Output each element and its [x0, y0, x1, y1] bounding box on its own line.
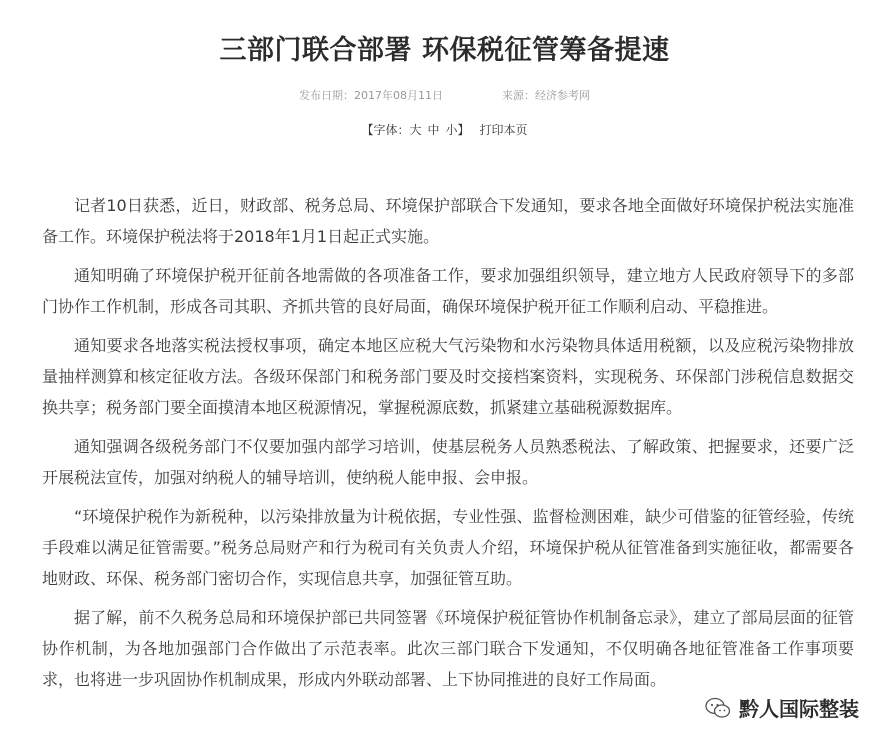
font-size-bar — [0, 121, 889, 138]
font-bar-suffix: 】 — [457, 123, 470, 137]
font-large-link[interactable]: 大 — [409, 123, 422, 137]
article-paragraph: 通知明确了环境保护税开征前各地需做的各项准备工作，要求加强组织领导，建立地方人民政府领导下的多部门协作工作机制，形成各司其职、齐抓共管的良好局面，确保环境保护税开征工作顺利启动、平稳推进。 — [42, 266, 854, 316]
article-paragraph: 据了解，前不久税务总局和环境保护部已共同签署《环境保护税征管协作机制备忘录》，建立了部局层面的征管协作机制，为各地加强部门合作做出了示范表率。此次三部门联合下发通知，不仅明确各地征管准备工作事项要求，也将进一步巩固协作机制成果，形成内外联动部署、上下协同推进的良好工作局面。 — [42, 608, 854, 689]
publish-date: 发布日期：2017年08月11日 — [299, 89, 443, 102]
watermark-text: 黔人国际整装 — [739, 697, 859, 721]
article-paragraph: 通知强调各级税务部门不仅要加强内部学习培训，使基层税务人员熟悉税法、了解政策、把握要求，还要广泛开展税法宣传，加强对纳税人的辅导培训，使纳税人能申报、会申报。 — [42, 437, 854, 487]
wechat-icon — [705, 697, 731, 719]
page-title: 三部门联合部署 环保税征管筹备提速 — [219, 35, 670, 66]
article-paragraph: 通知要求各地落实税法授权事项，确定本地区应税大气污染物和水污染物具体适用税额，以及应税污染物排放量抽样测算和核定征收方法。各级环保部门和税务部门要及时交接档案资料，实现税务、环保部门涉税信息数据交换共享；税务部门要全面摸清本地区税源情况，掌握税源底数，抓紧建立基础税源数据库。 — [42, 336, 854, 417]
article-meta — [0, 87, 889, 103]
font-bar-prefix: 【字体： — [361, 123, 410, 137]
article-source: 来源：经济参考网 — [502, 89, 590, 102]
article-body — [42, 190, 854, 703]
font-medium-link[interactable]: 中 — [427, 123, 440, 137]
article-paragraph: “环境保护税作为新税种，以污染排放量为计税依据，专业性强、监督检测困难，缺少可借鉴的征管经验，传统手段难以满足征管需要。”税务总局财产和行为税司有关负责人介绍，环境保护税从征管准备到实施征收，都需要各地财政、环保、税务部门密切合作，实现信息共享，加强征管互助。 — [42, 507, 854, 588]
print-page-link[interactable]: 打印本页 — [479, 123, 528, 137]
watermark — [705, 693, 859, 722]
font-small-link[interactable]: 小 — [445, 123, 458, 137]
article-paragraph: 记者10日获悉，近日，财政部、税务总局、环境保护部联合下发通知，要求各地全面做好环境保护税法实施准备工作。环境保护税法将于2018年1月1日起正式实施。 — [42, 196, 854, 246]
